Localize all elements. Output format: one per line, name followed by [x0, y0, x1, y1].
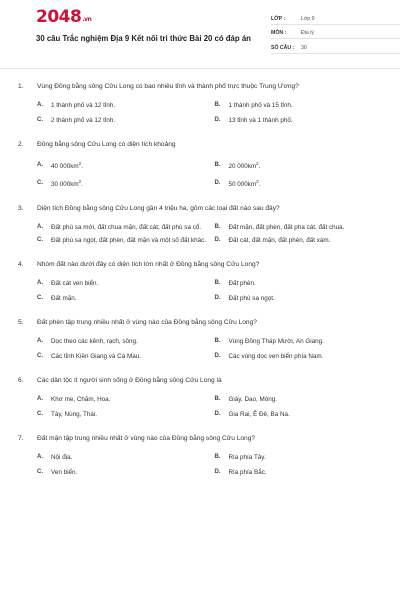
option-letter: D.	[214, 237, 221, 244]
option-text-main: Vùng Đồng Tháp Mười, An Giang.	[228, 338, 324, 346]
option-text	[229, 410, 385, 419]
question-stem	[18, 140, 384, 149]
option-text-main: Nội địa.	[51, 454, 73, 462]
question-text: Đất mặn tập trung nhiều nhất ở vùng nào của Đồng bằng sông Cửu Long?	[37, 435, 256, 443]
option-text	[229, 116, 385, 125]
option-text	[51, 410, 207, 419]
options-grid	[37, 337, 384, 361]
option-letter: C.	[37, 179, 43, 186]
option-letter: A.	[37, 280, 43, 287]
option-text	[51, 236, 207, 245]
question-stem	[18, 204, 384, 213]
option-text-main: Rìa phía Bắc.	[228, 469, 267, 477]
option-text-main: Đất phù sa mới, đất chua mặn, đất cát, đất phù sa cổ.	[51, 224, 202, 232]
option-letter: C.	[37, 469, 43, 476]
option-text-main: Khơ me, Chăm, Hoa.	[51, 396, 111, 404]
answer-option[interactable]	[215, 223, 385, 232]
option-text	[51, 294, 207, 303]
option-text	[51, 101, 207, 110]
answer-option[interactable]	[37, 101, 207, 110]
option-letter: C.	[37, 295, 43, 302]
options-grid	[37, 159, 384, 189]
meta-label: SỐ CÂU :	[271, 44, 295, 51]
answer-option[interactable]	[37, 279, 207, 288]
option-letter: D.	[214, 179, 221, 186]
options-grid	[37, 101, 384, 125]
option-text	[51, 116, 207, 125]
option-letter: A.	[37, 454, 43, 461]
option-letter: D.	[214, 353, 221, 360]
option-letter: C.	[37, 117, 43, 123]
answer-option[interactable]	[215, 177, 385, 189]
option-letter: C.	[37, 411, 43, 418]
option-text	[229, 294, 385, 303]
answer-option[interactable]	[215, 236, 385, 245]
answer-option[interactable]	[215, 395, 385, 404]
option-text	[229, 352, 385, 361]
option-letter: D.	[214, 469, 221, 476]
question-number: 5.	[18, 319, 24, 327]
option-text-main: Dọc theo các kênh, rạch, sông.	[51, 338, 138, 346]
option-text-main: 1 thành phố và 12 tỉnh.	[51, 102, 116, 109]
option-text-main: Đất cát, đất mặn, đất phèn, đất xám.	[228, 237, 331, 245]
option-text-main: 13 tỉnh và 1 thành phố.	[228, 117, 293, 124]
option-text	[51, 223, 207, 232]
option-text	[51, 468, 207, 477]
meta-label: MÔN :	[271, 30, 287, 36]
option-letter: D.	[214, 117, 221, 123]
question-number: 6.	[18, 377, 24, 385]
question-stem	[18, 318, 384, 327]
option-letter: A.	[37, 396, 43, 403]
meta-row-count	[271, 39, 400, 54]
option-text-main: Đất cát ven biển.	[51, 280, 99, 288]
answer-option[interactable]	[215, 159, 385, 171]
answer-option[interactable]	[37, 337, 207, 346]
option-text	[51, 453, 207, 462]
answer-option[interactable]	[37, 468, 207, 477]
question-list	[18, 82, 384, 477]
worksheet-title: 30 câu Trắc nghiệm Địa 9 Kết nối tri thức Bài 20 có đáp án	[36, 34, 251, 43]
question-text: Các dân tộc ít người sinh sống ở Đồng bằng sông Cửu Long là	[37, 377, 222, 385]
option-text-main: Các vùng dọc ven biển phía Nam.	[228, 353, 324, 361]
option-letter: A.	[37, 161, 43, 168]
option-text-main: Đất phù sa ngọt, đất phèn, đất mặn và một số đất khác.	[51, 237, 207, 245]
option-text-main: Các tỉnh Kiên Giang và Cà Mau.	[51, 353, 141, 361]
answer-option[interactable]	[215, 352, 385, 361]
option-text-main: Gia Rai, Ê Đê, Ba Na.	[228, 411, 290, 419]
question-item	[18, 260, 384, 303]
question-number: 1.	[18, 83, 24, 90]
options-grid	[37, 395, 384, 419]
question-stem	[18, 376, 384, 385]
options-grid	[37, 279, 384, 303]
answer-option[interactable]	[215, 468, 385, 477]
option-letter: A.	[37, 102, 43, 108]
answer-option[interactable]	[37, 223, 207, 232]
answer-option[interactable]	[37, 177, 207, 189]
option-text-main: Đất mặn.	[51, 295, 77, 303]
answer-option[interactable]	[37, 395, 207, 404]
meta-row-class	[271, 10, 400, 25]
option-text	[229, 395, 385, 404]
option-letter: B.	[214, 102, 221, 108]
option-text-main: Đất phèn.	[228, 280, 256, 288]
option-letter: B.	[214, 280, 221, 287]
question-stem	[18, 434, 384, 443]
option-text-main: Ven biển.	[51, 469, 78, 477]
meta-value: Địa lý	[301, 30, 314, 36]
option-superscript: 2	[256, 179, 259, 185]
option-letter: B.	[214, 338, 221, 345]
question-item	[18, 434, 384, 477]
option-text-main: 1 thành phố và 15 tỉnh.	[228, 102, 293, 109]
option-text-main: 20 000km	[228, 163, 257, 171]
option-letter: B.	[214, 396, 221, 403]
answer-option[interactable]	[37, 159, 207, 171]
option-text	[229, 337, 385, 346]
option-text	[51, 337, 207, 346]
option-text	[51, 279, 207, 288]
question-text: Diện tích Đồng bằng sông Cửu Long gần 4 triệu ha, gồm các loại đất nào sau đây?	[37, 205, 280, 213]
question-item	[18, 376, 384, 419]
option-letter: B.	[214, 161, 221, 168]
option-text-main: 40 000km	[51, 163, 79, 171]
option-text	[229, 223, 385, 232]
option-superscript: 2	[256, 161, 259, 166]
option-text-main: 30 000km	[51, 181, 79, 189]
worksheet-header	[18, 0, 382, 68]
option-text-main: 2 thành phố và 12 tỉnh.	[51, 117, 116, 124]
option-text-main: 50 000km	[228, 181, 257, 189]
question-text: Đồng bằng sông Cửu Long có diện tích khoảng	[37, 141, 176, 148]
option-text-main: Tày, Nùng, Thái.	[51, 411, 97, 419]
site-logo[interactable]	[36, 7, 91, 27]
meta-value: Lớp 9	[301, 15, 315, 22]
answer-option[interactable]	[215, 101, 385, 110]
answer-option[interactable]	[37, 236, 207, 245]
question-item	[18, 318, 384, 361]
meta-row-subject	[271, 25, 400, 40]
answer-option[interactable]	[215, 410, 385, 419]
header-divider	[0, 68, 400, 69]
question-text: Nhóm đất nào dưới đây có diện tích lớn nhất ở Đồng bằng sông Cửu Long?	[37, 261, 260, 269]
answer-option[interactable]	[215, 453, 385, 462]
meta-value: 30	[301, 44, 307, 51]
option-text	[51, 177, 207, 189]
option-superscript: 2	[78, 161, 82, 166]
answer-option[interactable]	[37, 294, 207, 303]
question-stem	[18, 260, 384, 269]
logo-text: 2048	[36, 7, 82, 27]
meta-box	[271, 10, 400, 54]
option-letter: A.	[37, 338, 43, 345]
option-text	[51, 159, 207, 171]
option-text	[51, 352, 207, 361]
question-number: 7.	[18, 435, 24, 443]
answer-option[interactable]	[215, 279, 385, 288]
answer-option[interactable]	[215, 116, 385, 125]
option-letter: C.	[37, 353, 43, 360]
question-item	[18, 140, 384, 189]
answer-option[interactable]	[37, 453, 207, 462]
question-item	[18, 204, 384, 245]
question-text: Đất phèn tập trung nhiều nhất ở vùng nào của Đồng bằng sông Cửu Long?	[37, 319, 257, 327]
option-text	[229, 159, 385, 171]
question-number: 2.	[18, 141, 24, 148]
option-letter: D.	[214, 411, 221, 418]
option-text	[229, 468, 385, 477]
option-text-main: Rìa phía Tây.	[228, 454, 266, 462]
question-text: Vùng Đồng bằng sông Cửu Long có bao nhiêu tỉnh và thành phố trực thuộc Trung Ương?	[37, 83, 299, 90]
option-text-main: Đất mặn, đất phèn, đất pha cát, đất chua.	[228, 224, 345, 232]
logo-tld: .vn	[82, 16, 92, 23]
answer-option[interactable]	[215, 337, 385, 346]
answer-option[interactable]	[37, 116, 207, 125]
option-letter: C.	[37, 237, 43, 244]
option-text	[229, 279, 385, 288]
option-text-tail: .	[81, 181, 83, 189]
question-number: 3.	[18, 205, 24, 213]
options-grid	[37, 453, 384, 477]
option-text	[229, 453, 385, 462]
option-letter: A.	[37, 224, 43, 231]
option-text-main: Đất phù sa ngọt.	[228, 295, 275, 303]
meta-label: LỚP :	[271, 15, 286, 22]
option-text	[229, 236, 385, 245]
option-text-main: Giáy, Dao, Mông.	[228, 396, 278, 404]
option-letter: B.	[214, 224, 221, 231]
option-text	[229, 101, 385, 110]
question-item	[18, 82, 384, 125]
question-stem	[18, 82, 384, 91]
answer-option[interactable]	[215, 294, 385, 303]
option-letter: D.	[214, 295, 221, 302]
option-text-tail: .	[258, 163, 261, 171]
option-text	[229, 177, 385, 189]
option-text-tail: .	[81, 163, 83, 171]
answer-option[interactable]	[37, 410, 207, 419]
question-number: 4.	[18, 261, 24, 269]
option-text	[51, 395, 207, 404]
answer-option[interactable]	[37, 352, 207, 361]
option-text-tail: .	[258, 181, 261, 189]
option-letter: B.	[214, 454, 221, 461]
option-superscript: 2	[78, 179, 82, 185]
options-grid	[37, 223, 384, 245]
